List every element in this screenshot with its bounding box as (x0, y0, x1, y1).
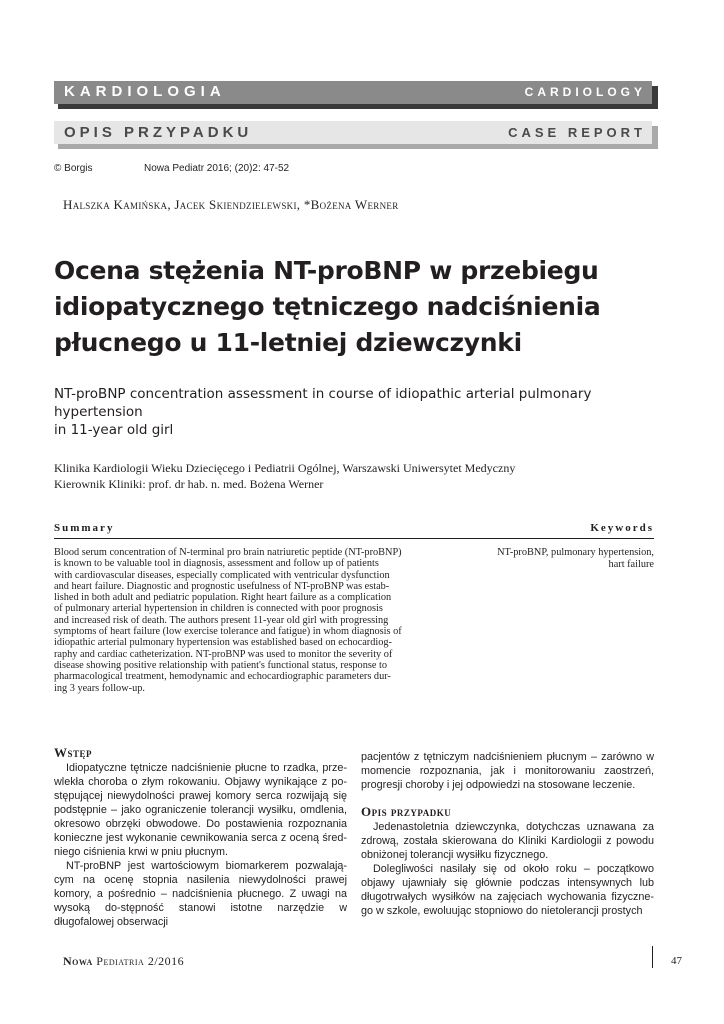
divider (54, 538, 654, 539)
section-label-pl: KARDIOLOGIA (64, 83, 226, 100)
summary-line: with cardiovascular diseases, especially complicated with ventricular dysfunction (54, 569, 390, 581)
intro-heading: Wstęp (54, 745, 93, 760)
citation: Nowa Pediatr 2016; (20)2: 47-52 (144, 163, 290, 174)
journal-issue: 2/2016 (147, 954, 185, 968)
column-right (361, 750, 654, 918)
summary-line: disease showing positive relationship with patient's functional status, response to (54, 659, 388, 671)
authors: Halszka Kamińska, Jacek Skiendzielewski, *Bożena Werner (63, 197, 399, 212)
article-type-bar (54, 121, 652, 144)
page-number: 47 (671, 955, 682, 967)
summary-line: ing 3 years follow-up. (54, 682, 145, 694)
summary-text (54, 547, 447, 694)
paragraph: NT-proBNP jest wartościowym biomarkerem pozwalają-cym na ocenę stopnia nasilenia niewydolności prawej komory, a pośrednio – nadciśnienia płucnego. Z uwagi na wysoką do-stępność stanowi istotne narzędzie w długofalowej obserwacji (54, 860, 347, 928)
subtitle-line: NT-proBNP concentration assessment in course of idiopathic arterial pulmonary hypertension (54, 386, 592, 420)
keywords-text (460, 547, 654, 571)
section-label-en: CARDIOLOGY (524, 85, 646, 99)
affiliation-clinic: Klinika Kardiologii Wieku Dziecięcego i Pediatrii Ogólnej, Warszawski Uniwersytet Medyczny (54, 461, 516, 475)
journal-name-rest: Pediatria (96, 954, 145, 968)
section-bar (54, 81, 652, 104)
column-left (54, 745, 347, 929)
summary-line: Blood serum concentration of N-terminal pro brain natriuretic peptide (NT-proBNP) (54, 547, 402, 558)
title-line: Ocena stężenia NT-proBNP w przebiegu (54, 256, 599, 285)
summary-line: is known to be valuable tool in diagnosis, assessment and follow up of patients (54, 558, 379, 570)
keywords-heading: Keywords (590, 522, 654, 534)
article-subtitle (54, 385, 674, 439)
affiliation (54, 460, 674, 492)
keywords-line: NT-proBNP, pulmonary hypertension, (497, 547, 654, 558)
title-line: idiopatycznego tętniczego nadciśnienia (54, 292, 601, 321)
summary-line: lished in both adult and pediatric population. Right heart failure as a complication (54, 592, 392, 604)
summary-line: and increased risk of death. The authors present 11-year old girl with progressing (54, 614, 389, 626)
title-line: płucnego u 11-letniej dziewczynki (54, 328, 522, 357)
subtitle-line: in 11-year old girl (54, 422, 174, 438)
summary-line: symptoms of heart failure (low exercise tolerance and fatigue) in whom diagnosis of (54, 626, 402, 638)
summary-line: and heart failure. Diagnostic and prognostic usefulness of NT-proBNP was estab- (54, 580, 390, 592)
summary-line: raphy and cardiac catheterization. NT-proBNP was used to monitor the severity of (54, 648, 393, 660)
article-title (54, 253, 654, 361)
summary-line: idiopathic arterial pulmonary hypertension was established based on echocardiog- (54, 637, 392, 649)
summary-line: of pulmonary arterial hypertension in children is connected with poor prognosis (54, 603, 383, 615)
summary-line: pharmacological treatment, hemodynamic and echocardiographic parameters dur- (54, 671, 391, 683)
paragraph: Dolegliwości nasilały się od około roku – początkowo objawy ujawniały się głównie podczas intensywnych lub długotrwałych wysiłków na zajęciach wychowania fizyczne-go w szkole, ewoluując stopniowo do nietolerancji prostych (361, 863, 654, 917)
paragraph: Jedenastoletnia dziewczynka, dotychczas uznawana za zdrową, została skierowana do Kliniki Kardiologii z powodu obniżonej tolerancji wysiłku fizycznego. (361, 821, 654, 861)
paragraph: Idiopatyczne tętnicze nadciśnienie płucne to rzadka, prze-wlekła choroba o złym rokowaniu. Objawy wynikające z po-stępującej niewydolności prawej komory serca rozwijają się podstępnie – jako ograniczenie tolerancji wysiłku, omdlenia, okresowo obrzęki obwodowe. Do postawienia rozpoznania konieczne jest wykonanie cewnikowania serca z oceną śred-niego ciśnienia krwi w pniu płucnym. (54, 762, 347, 858)
summary-heading: Summary (54, 522, 115, 534)
footer-separator (652, 946, 653, 968)
copyright: © Borgis (54, 163, 93, 174)
article-type-en: CASE REPORT (508, 125, 646, 140)
affiliation-head: Kierownik Kliniki: prof. dr hab. n. med. Bożena Werner (54, 477, 324, 491)
article-type-pl: OPIS PRZYPADKU (64, 124, 253, 141)
paragraph-continuation: pacjentów z tętniczym nadciśnieniem płucnym – zarówno w momencie rozpoznania, jak i monitorowaniu zaostrzeń, progresji choroby i jej odpowiedzi na stosowane leczenie. (361, 751, 654, 791)
footer-journal (63, 954, 184, 969)
journal-name: Nowa (63, 954, 93, 968)
keywords-line: hart failure (608, 559, 654, 570)
case-heading: Opis przypadku (361, 804, 452, 819)
